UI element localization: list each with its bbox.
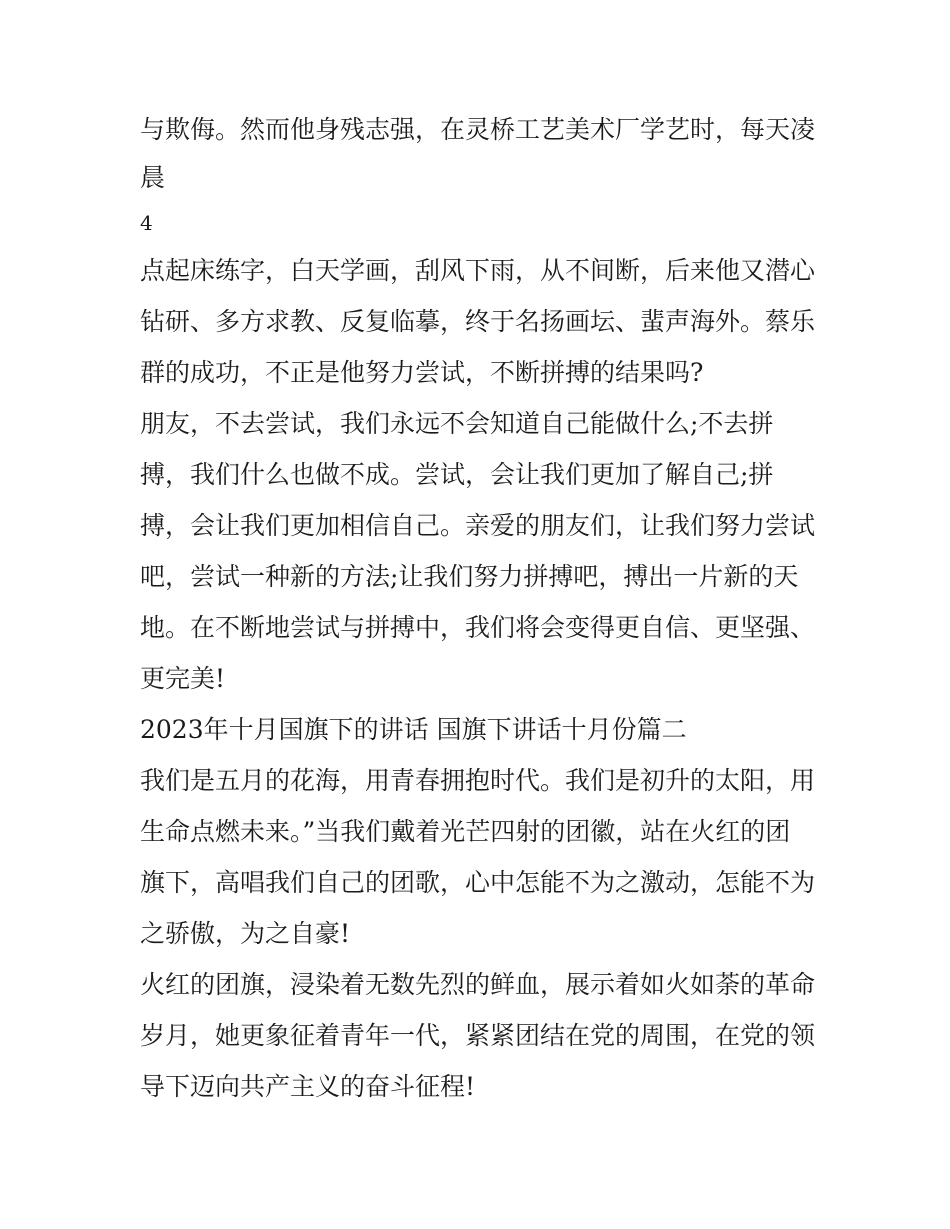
text-line: 钻研、多方求教、反复临摹，终于名扬画坛、蜚声海外。蔡乐 (140, 307, 816, 336)
text-line: 我们是五月的花海，用青春拥抱时代。我们是初升的太阳，用 (140, 766, 816, 795)
text-line: 更完美! (140, 664, 226, 693)
text-line: 之骄傲，为之自豪! (140, 919, 351, 948)
text-line: 点起床练字，白天学画，刮风下雨，从不间断，后来他又潜心 (140, 256, 816, 285)
document-page (140, 104, 820, 1112)
text-line: 火红的团旗，浸染着无数先烈的鲜血，展示着如火如荼的革命 (140, 970, 816, 999)
text-line: 搏，我们什么也做不成。尝试，会让我们更加了解自己;拼 (140, 460, 774, 489)
page-number: 4 (140, 211, 153, 235)
text-line: 吧，尝试一种新的方法;让我们努力拼搏吧，搏出一片新的天 (140, 562, 799, 591)
text-line: 岁月，她更象征着青年一代，紧紧团结在党的周围，在党的领 (140, 1021, 816, 1050)
text-line: 群的成功，不正是他努力尝试，不断拼搏的结果吗? (140, 358, 704, 387)
text-line: 晨 (140, 163, 166, 192)
text-line: 朋友，不去尝试，我们永远不会知道自己能做什么;不去拼 (140, 409, 774, 438)
text-line: 搏，会让我们更加相信自己。亲爱的朋友们，让我们努力尝试 (140, 511, 816, 540)
text-line: 地。在不断地尝试与拼搏中，我们将会变得更自信、更坚强、 (140, 613, 816, 642)
section-heading: 2023年十月国旗下的讲话 国旗下讲话十月份篇二 (140, 715, 687, 744)
text-line: 旗下，高唱我们自己的团歌，心中怎能不为之激动，怎能不为 (140, 868, 816, 897)
text-line: 导下迈向共产主义的奋斗征程! (140, 1072, 476, 1101)
text-line: 生命点燃未来。”当我们戴着光芒四射的团徽，站在火红的团 (140, 817, 791, 846)
text-line: 与欺侮。然而他身残志强，在灵桥工艺美术厂学艺时，每天凌 (140, 115, 816, 144)
